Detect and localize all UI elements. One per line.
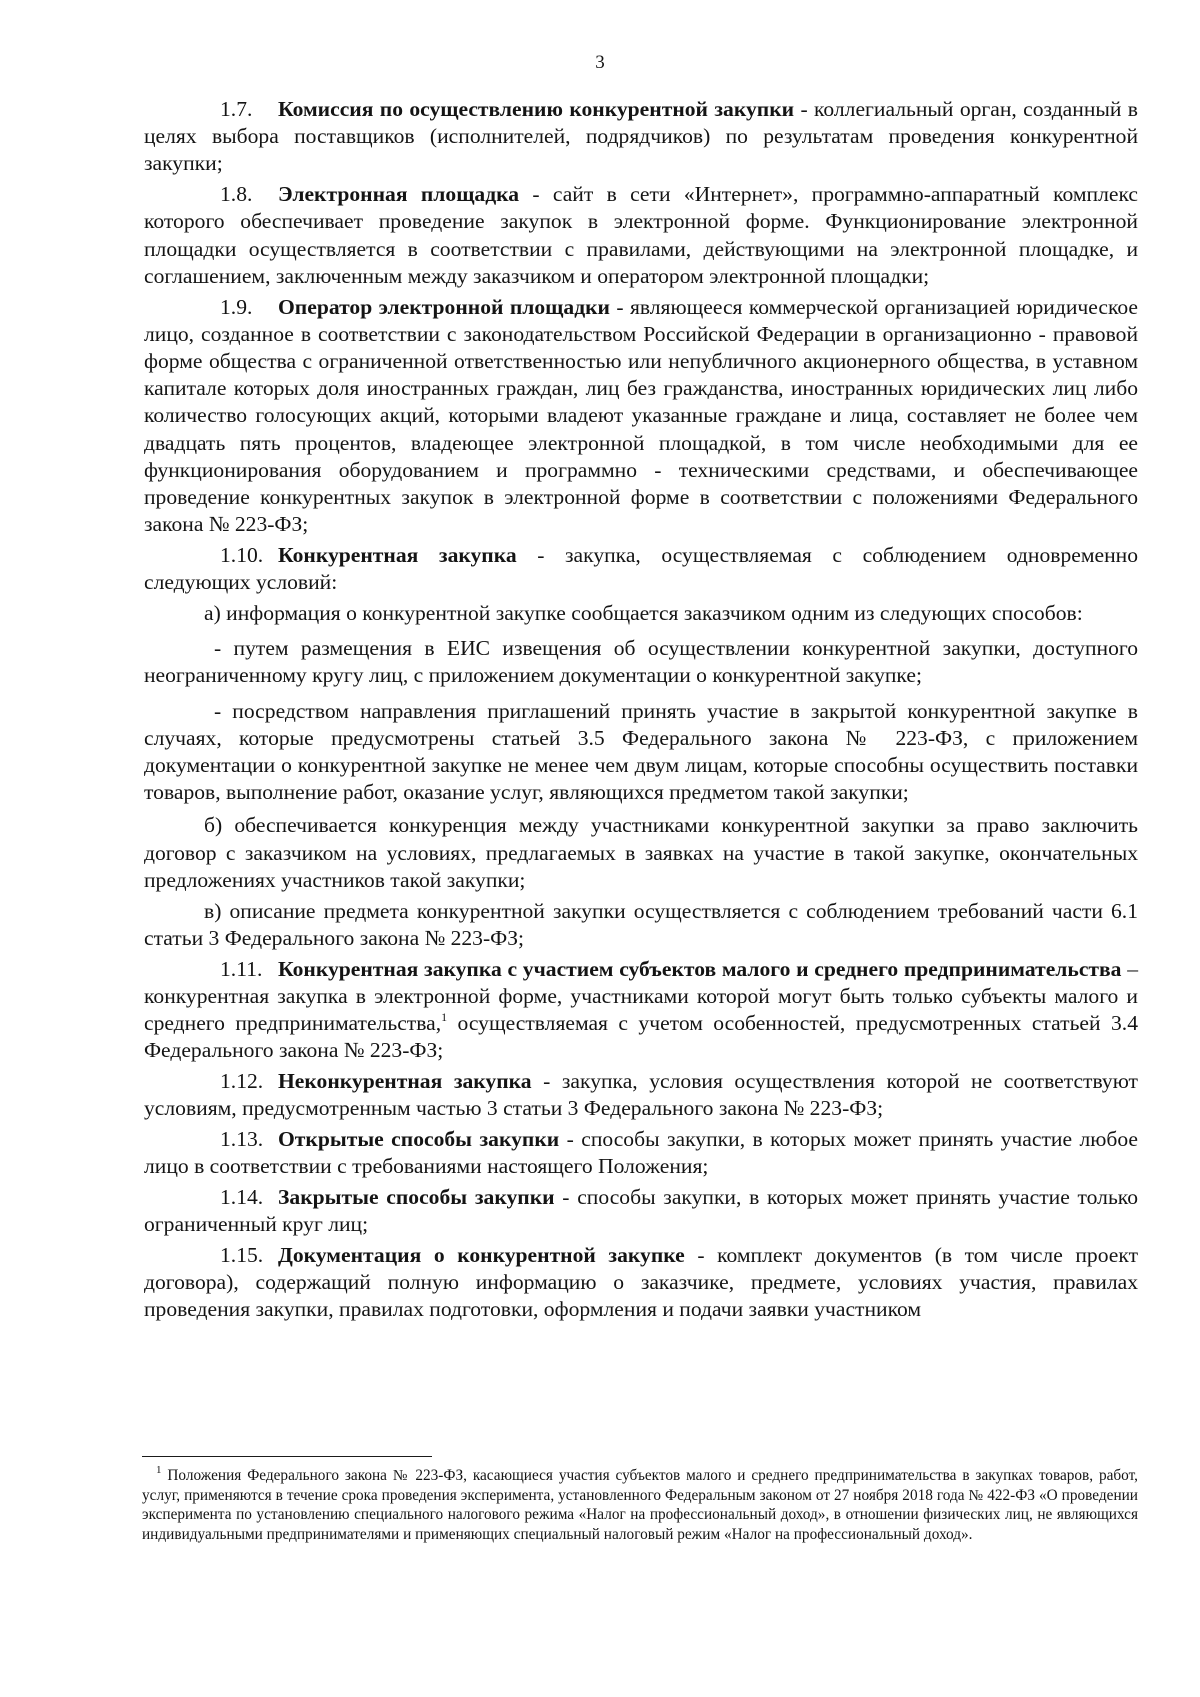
footnote-mark: 1 [156,1464,162,1476]
defined-term: Документация о конкурентной закупке [278,1243,685,1268]
clause-number: 1.14. [220,1185,264,1210]
clause-number: 1.9. [220,294,253,319]
clause-number: 1.7. [220,97,253,121]
defined-term: Конкурентная закупка с участием субъектов малого и среднего предпринимательства [278,956,1122,981]
clause-number: 1.12. [220,1069,264,1094]
defined-term: Открытые способы закупки [278,1127,560,1152]
paragraph-1-8 [144,181,1138,290]
paragraph-1-9 [144,294,1138,539]
defined-term: Закрытые способы закупки [278,1185,555,1210]
subclause-v: в) описание предмета конкурентной закупки осуществляется с соблюдением требований части 6.1 статьи 3 Федерального закона № 223-ФЗ; [144,898,1138,950]
paragraph-1-13 [144,1126,1138,1180]
paragraph-1-10 [144,542,1138,596]
paragraph-1-14 [144,1184,1138,1238]
clause-number: 1.8. [220,182,253,207]
page-number: 3 [595,52,605,73]
definition-text: - коллегиальный орган, созданный в целях выбора поставщиков (исполнителей, подрядчиков) по результатам проведения конкурентной закупки; [144,97,1138,176]
paragraph-1-11 [144,956,1138,1065]
definition-text-continued: осуществляемая с учетом особенностей, предусмотренных статьей 3.4 Федерального закона № 223-ФЗ; [144,1011,1138,1063]
dash-item-2: - посредством направления приглашений принять участие в закрытой конкурентной закупке в случаях, которые предусмотрены статьей 3.5 Федерального закона № 223-ФЗ, с приложением документации о конкурентной закупке не менее чем двум лицам, которые способны осуществить поставки товаров, выполнение работ, оказание услуг, являющихся предметом такой закупки; [144,698,1138,805]
footnote-text: Положения Федерального закона № 223-ФЗ, касающиеся участия субъектов малого и среднего предпринимательства в закупках товаров, работ, услуг, применяются в течение срока проведения эксперимента, установленного Федеральным законом от 27 ноября 2018 года № 422-ФЗ «О проведении эксперимента по установлению специального налогового режима «Налог на профессиональный доход», в отношении физических лиц, не являющихся индивидуальными предпринимателями и применяющих специальный налоговый режим «Налог на профессиональный доход». [142,1467,1138,1543]
definition-text: – конкурентная закупка в электронной форме, участниками которой могут быть только субъекты малого и среднего предпринимательства, [144,956,1138,1036]
clause-number: 1.11. [220,956,263,981]
paragraph-1-15 [144,1242,1138,1324]
definition-text: - комплект документов (в том числе проект договора), содержащий полную информацию о заказчике, предмете, условиях участия, правилах проведения закупки, правилах подготовки, оформления и подачи заявки участником [144,1243,1139,1322]
footnote [142,1466,1138,1544]
definition-text: - способы закупки, в которых может принять участие любое лицо в соответствии с требованиями настоящего Положения; [144,1127,1138,1179]
defined-term: Конкурентная закупка [278,543,517,568]
definition-text: - закупка, осуществляемая с соблюдением одновременно следующих условий: [144,543,1138,595]
subclause-b: б) обеспечивается конкуренция между участниками конкурентной закупки за право заключить договор с заказчиком на условиях, предлагаемых в заявках на участие в такой закупке, окончательных предложениях участников такой закупки; [144,813,1138,892]
footnote-reference[interactable]: 1 [441,1010,448,1025]
footnote-separator [142,1456,432,1457]
clause-number: 1.15. [220,1243,264,1268]
document-body [144,96,1138,1327]
definition-text: - сайт в сети «Интернет», программно-аппаратный комплекс которого обеспечивает проведение закупок в электронной форме. Функционирование электронной площадки осуществляется в соответствии с правилами, действующими на электронной площадке, и соглашением, заключенным между заказчиком и оператором электронной площадки; [144,182,1138,288]
defined-term: Оператор электронной площадки [278,294,611,319]
defined-term: Неконкурентная закупка [278,1069,532,1094]
subclause-a: а) информация о конкурентной закупке сообщается заказчиком одним из следующих способов: [204,601,1083,626]
definition-text: - способы закупки, в которых может принять участие только ограниченный круг лиц; [144,1185,1138,1237]
definition-text: - закупка, условия осуществления которой не соответствуют условиям, предусмотренным частью 3 статьи 3 Федерального закона № 223-ФЗ; [144,1069,1138,1121]
clause-number: 1.13. [220,1127,264,1152]
defined-term: Комиссия по осуществлению конкурентной закупки [278,97,795,121]
clause-number: 1.10. [220,543,264,568]
paragraph-1-12 [144,1068,1138,1122]
dash-item-1: - путем размещения в ЕИС извещения об осуществлении конкурентной закупки, доступного неограниченному кругу лиц, с приложением документации о конкурентной закупке; [144,636,1138,688]
definition-text: - являющееся коммерческой организацией юридическое лицо, созданное в соответствии с законодательством Российской Федерации в организационно - правовой форме общества с ограниченной ответственностью или непубличного акционерного общества, в уставном капитале которых доля иностранных граждан, лиц без гражданства, иностранных юридических лиц либо количество голосующих акций, которыми владеют указанные граждане и лица, составляет не более чем двадцать пять процентов, владеющее электронной площадкой, в том числе необходимыми для ее функционирования оборудованием и программно - техническими средствами, и обеспечивающее проведение конкурентных закупок в электронной форме в соответствии с положениями Федерального закона № 223-ФЗ; [144,294,1138,537]
paragraph-1-7 [144,96,1138,178]
defined-term: Электронная площадка [278,182,520,207]
